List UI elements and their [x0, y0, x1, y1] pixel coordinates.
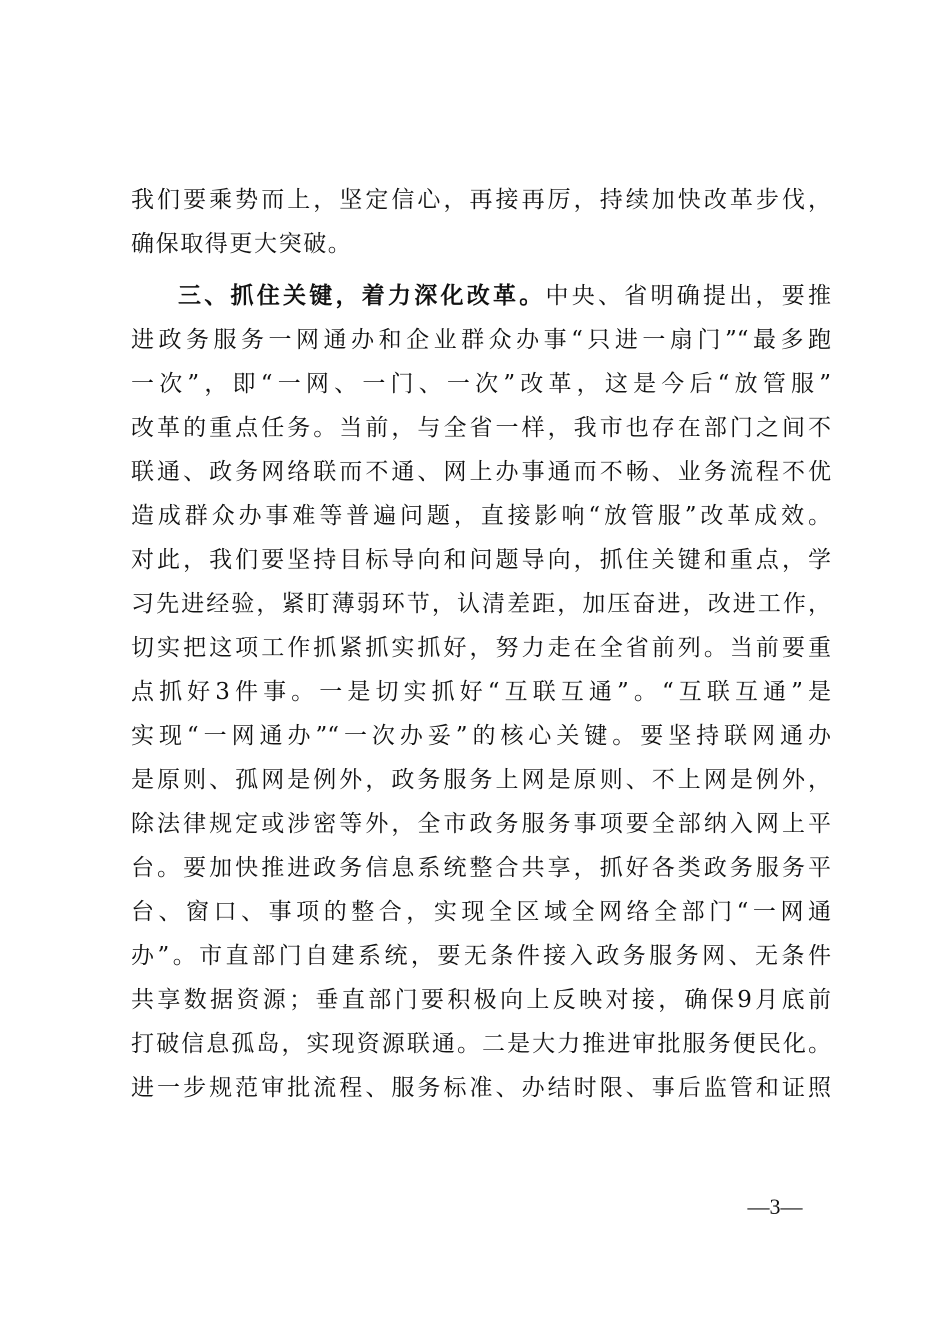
body-line-16: 台。要加快推进政务信息系统整合共享，抓好各类政务服务平	[131, 855, 831, 881]
body-line-8: 造成群众办事难等普遍问题，直接影响“放管服”改革成效。	[131, 503, 831, 529]
body-line-7: 联通、政务网络联而不通、网上办事通而不畅、业务流程不优	[131, 459, 831, 485]
body-line-12: 点抓好3件事。一是切实抓好“互联互通”。“互联互通”是	[131, 679, 831, 705]
body-line-18: 办”。市直部门自建系统，要无条件接入政务服务网、无条件	[131, 943, 831, 969]
section-heading: 三、抓住关键，着力深化改革。	[178, 283, 546, 309]
body-line-14: 是原则、孤网是例外，政务服务上网是原则、不上网是例外，	[131, 767, 831, 793]
body-line-1: 我们要乘势而上，坚定信心，再接再厉，持续加快改革步伐，	[131, 187, 831, 213]
body-line-19: 共享数据资源；垂直部门要积极向上反映对接，确保9月底前	[131, 987, 831, 1013]
body-line-20: 打破信息孤岛，实现资源联通。二是大力推进审批服务便民化。	[131, 1031, 831, 1057]
body-line-9: 对此，我们要坚持目标导向和问题导向，抓住关键和重点，学	[131, 547, 831, 573]
body-line-21: 进一步规范审批流程、服务标准、办结时限、事后监管和证照	[131, 1075, 831, 1101]
body-line-2: 确保取得更大突破。	[131, 231, 353, 257]
body-line-5: 一次”，即“一网、一门、一次”改革，这是今后“放管服”	[131, 371, 831, 397]
section-heading-continuation: 中央、省明确提出，要推	[545, 283, 831, 309]
page-number: —3—	[747, 1194, 803, 1219]
body-line-6: 改革的重点任务。当前，与全省一样，我市也存在部门之间不	[131, 415, 831, 441]
body-line-17: 台、窗口、事项的整合，实现全区域全网络全部门“一网通	[131, 899, 831, 925]
body-line-10: 习先进经验，紧盯薄弱环节，认清差距，加压奋进，改进工作，	[131, 591, 831, 617]
body-line-13: 实现“一网通办”“一次办妥”的核心关键。要坚持联网通办	[131, 723, 831, 749]
section-heading-line	[178, 274, 831, 318]
body-line-11: 切实把这项工作抓紧抓实抓好，努力走在全省前列。当前要重	[131, 635, 831, 661]
body-line-4: 进政务服务一网通办和企业群众办事“只进一扇门”“最多跑	[131, 327, 831, 353]
body-line-15: 除法律规定或涉密等外，全市政务服务事项要全部纳入网上平	[131, 811, 831, 837]
